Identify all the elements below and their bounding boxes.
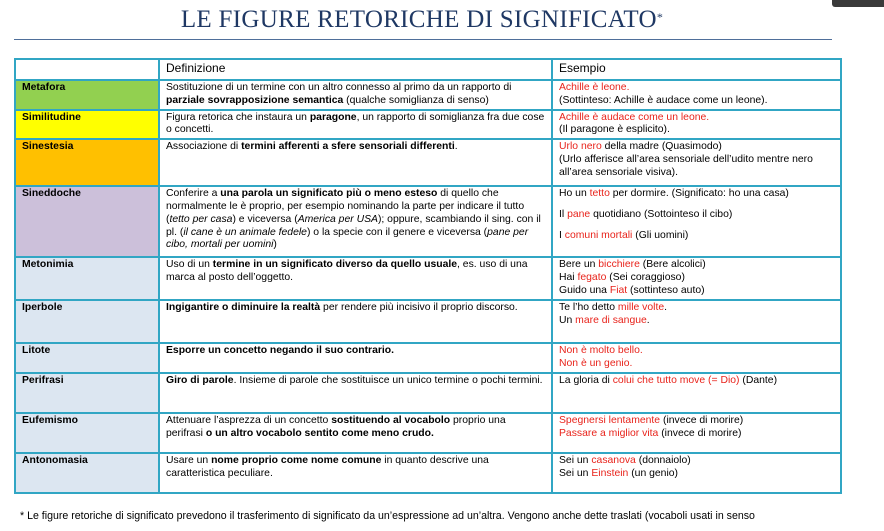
figure-name: Metonimia (15, 257, 159, 300)
text-line (559, 315, 834, 328)
highlighted-text: Achille è audace come un leone. (559, 111, 710, 123)
figure-example (552, 453, 841, 493)
text-line (559, 82, 834, 95)
text-span: ); oppure, scambiando il sing. con il pl. ( (166, 213, 541, 238)
figure-row (15, 257, 841, 300)
text-span: per rendere più incisivo il proprio discorso. (320, 302, 518, 314)
figure-example (552, 413, 841, 453)
figure-row (15, 80, 841, 110)
text-line (559, 141, 834, 154)
text-span: Guido una (559, 284, 610, 296)
figure-definition (159, 80, 552, 110)
highlighted-text: fegato (577, 271, 607, 283)
figure-example (552, 300, 841, 343)
table-header-row (15, 59, 841, 80)
text-line (166, 112, 545, 138)
figure-definition (159, 110, 552, 140)
text-span: proprio una perifrasi (166, 414, 506, 439)
figure-name: Similitudine (15, 110, 159, 140)
text-line (559, 375, 834, 388)
highlighted-text: Non è molto bello. (559, 345, 643, 357)
highlighted-text: Urlo nero (559, 141, 602, 153)
text-line (559, 415, 834, 428)
text-line (559, 358, 834, 371)
text-span: Il (559, 208, 568, 220)
header-example: Esempio (552, 59, 841, 80)
text-span: (Sei coraggioso) (606, 271, 685, 283)
figure-definition (159, 300, 552, 343)
text-line (166, 302, 545, 315)
text-line (166, 141, 545, 154)
text-span: una parola un significato più o meno esteso (220, 188, 438, 200)
highlighted-text: pane (567, 208, 591, 220)
text-span: Attenuare l’asprezza di un concetto (166, 414, 332, 426)
text-span: Associazione di (166, 141, 242, 153)
figure-definition (159, 257, 552, 300)
page-title: LE FIGURE RETORICHE DI SIGNIFICATO* (180, 6, 664, 33)
text-line (559, 285, 834, 298)
figure-row (15, 110, 841, 140)
figure-row (15, 186, 841, 257)
text-span: (Il paragone è esplicito). (559, 124, 670, 136)
figure-name: Sinestesia (15, 139, 159, 186)
text-line (559, 428, 834, 441)
text-span: (invece di morire) (660, 414, 744, 426)
text-line (559, 154, 834, 180)
text-line (559, 455, 834, 468)
figure-row (15, 343, 841, 373)
figure-definition (159, 139, 552, 186)
figure-name: Eufemismo (15, 413, 159, 453)
text-span: ) o la specie con il genere e viceversa ( (306, 226, 488, 238)
text-line (166, 455, 545, 481)
text-span: La gloria di (559, 374, 613, 386)
text-line (166, 188, 545, 252)
text-span: pane per cibo, mortali per uomini (166, 226, 529, 251)
text-span: Sostituzione di un termine con un altro connesso al primo da un rapporto di (166, 82, 512, 93)
figures-table (14, 58, 842, 494)
text-line (559, 209, 834, 222)
text-span: . (646, 314, 650, 326)
figure-row (15, 373, 841, 413)
header-name (15, 59, 159, 80)
figure-example (552, 373, 841, 413)
highlighted-text: casanova (591, 454, 636, 466)
text-line (559, 124, 834, 137)
text-span: . (664, 302, 668, 314)
figure-example (552, 139, 841, 186)
figure-name: Metafora (15, 80, 159, 110)
text-span: Esporre un concetto negando il suo contrario. (166, 345, 395, 357)
text-span: Sei un (559, 454, 592, 466)
text-span: Uso di un (166, 259, 213, 271)
figure-definition (159, 413, 552, 453)
figure-example (552, 110, 841, 140)
text-line (166, 415, 545, 441)
text-span: paragone (309, 111, 357, 123)
text-line (559, 468, 834, 481)
text-span: Giro di parole (166, 374, 234, 386)
figure-name: Iperbole (15, 300, 159, 343)
figure-row (15, 453, 841, 493)
figure-example (552, 257, 841, 300)
figure-row (15, 139, 841, 186)
text-span: (invece di morire) (658, 427, 742, 439)
figure-example (552, 80, 841, 110)
text-line (559, 302, 834, 315)
text-span: I (559, 229, 565, 241)
text-span: (Urlo afferisce all’area sensoriale dell’udito mentre nero all’area sensoriale visiva). (559, 153, 813, 178)
figure-definition (159, 343, 552, 373)
highlighted-text: mare di sangue (575, 314, 647, 326)
text-span: (Dante) (739, 374, 778, 386)
figure-row (15, 300, 841, 343)
figure-name: Antonomasia (15, 453, 159, 493)
figure-definition (159, 373, 552, 413)
text-line (559, 188, 834, 201)
text-span: sostituendo al vocabolo (331, 414, 451, 426)
text-span: Figura retorica che instaura un (166, 111, 310, 123)
text-line (559, 272, 834, 285)
text-span: America per USA (297, 213, 378, 225)
text-span: , un rapporto di somiglianza fra due cose o concetti. (166, 111, 545, 136)
highlighted-text: Passare a miglior vita (559, 427, 659, 439)
text-span: Usare un (166, 454, 212, 466)
highlighted-text: tetto (589, 188, 610, 200)
text-line (559, 112, 834, 125)
text-span: (sottinteso auto) (627, 284, 705, 296)
text-span: Ho un (559, 188, 590, 200)
text-span: Conferire a (166, 188, 221, 200)
title-underline (14, 39, 832, 40)
highlighted-text: Achille è leone. (559, 82, 630, 93)
text-span: in quanto descrive una caratteristica peculiare. (166, 454, 489, 479)
text-span: (donnaiolo) (635, 454, 691, 466)
header-definition: Definizione (159, 59, 552, 80)
highlighted-text: Spegnersi lentamente (559, 414, 661, 426)
text-line (559, 230, 834, 243)
text-span: Un (559, 314, 576, 326)
text-span: . (454, 141, 458, 153)
highlighted-text: colui che tutto move (= Dio) (612, 374, 740, 386)
text-span: Ingigantire o diminuire la realtà (166, 302, 321, 314)
text-span: Sei un (559, 467, 592, 479)
footnote: * Le figure retoriche di significato prevedono il trasferimento di significato da un’espressione ad un’altra. Vengono anche dette traslati (vocaboli usati in senso (20, 510, 755, 522)
text-span: quotidiano (Sottointeso il cibo) (590, 208, 733, 220)
text-line (559, 345, 834, 358)
text-span: per dormire. (Significato: ho una casa) (609, 188, 789, 200)
text-span: nome proprio come nome comune (211, 454, 382, 466)
text-line (166, 259, 545, 285)
text-span: ) (273, 239, 277, 251)
text-span: di quello che normalmente le è proprio, per esempio nominando la parte per indicare il tutto ( (166, 188, 525, 225)
title-footnote-mark: * (656, 10, 664, 24)
highlighted-text: Einstein (591, 467, 629, 479)
figure-example (552, 343, 841, 373)
highlighted-text: Non è un genio. (559, 357, 633, 369)
text-span: della madre (Quasimodo) (601, 141, 722, 153)
figure-name: Sineddoche (15, 186, 159, 257)
highlighted-text: bicchiere (598, 259, 640, 271)
text-span: Bere un (559, 259, 599, 271)
text-span: termine in un significato diverso da quello usuale (212, 259, 458, 271)
figure-definition (159, 186, 552, 257)
figure-example (552, 186, 841, 257)
text-span: o un altro vocabolo sentito come meno crudo. (205, 427, 434, 439)
figure-name: Litote (15, 343, 159, 373)
text-span: tetto per casa (169, 213, 233, 225)
text-line (559, 259, 834, 272)
figure-name: Perifrasi (15, 373, 159, 413)
text-line (166, 82, 545, 108)
text-span: parziale sovrapposizione semantica (166, 94, 344, 106)
text-span: (Sottinteso: Achille è audace come un leone). (559, 94, 768, 106)
text-span: , es. uso di una marca al posto dell’oggetto. (166, 259, 528, 283)
text-span: (qualche somiglianza di senso) (343, 94, 489, 106)
figure-definition (159, 453, 552, 493)
text-span: Hai (559, 271, 578, 283)
text-span: ) e viceversa ( (232, 213, 298, 225)
highlighted-text: Fiat (609, 284, 628, 296)
text-span: (un genio) (628, 467, 679, 479)
text-line (559, 95, 834, 108)
text-line (166, 375, 545, 388)
text-span: termini afferenti a sfere sensoriali differenti (241, 141, 455, 153)
text-span: (Bere alcolici) (639, 259, 706, 271)
text-span: Te l’ho detto (559, 302, 618, 314)
highlighted-text: mille volte (617, 302, 665, 314)
text-span: il cane è un animale fedele (183, 226, 307, 238)
text-span: . Insieme di parole che sostituisce un unico termine o pochi termini. (233, 374, 543, 386)
highlighted-text: comuni mortali (564, 229, 633, 241)
text-line (166, 345, 545, 358)
figure-row (15, 413, 841, 453)
text-span: (Gli uomini) (632, 229, 689, 241)
